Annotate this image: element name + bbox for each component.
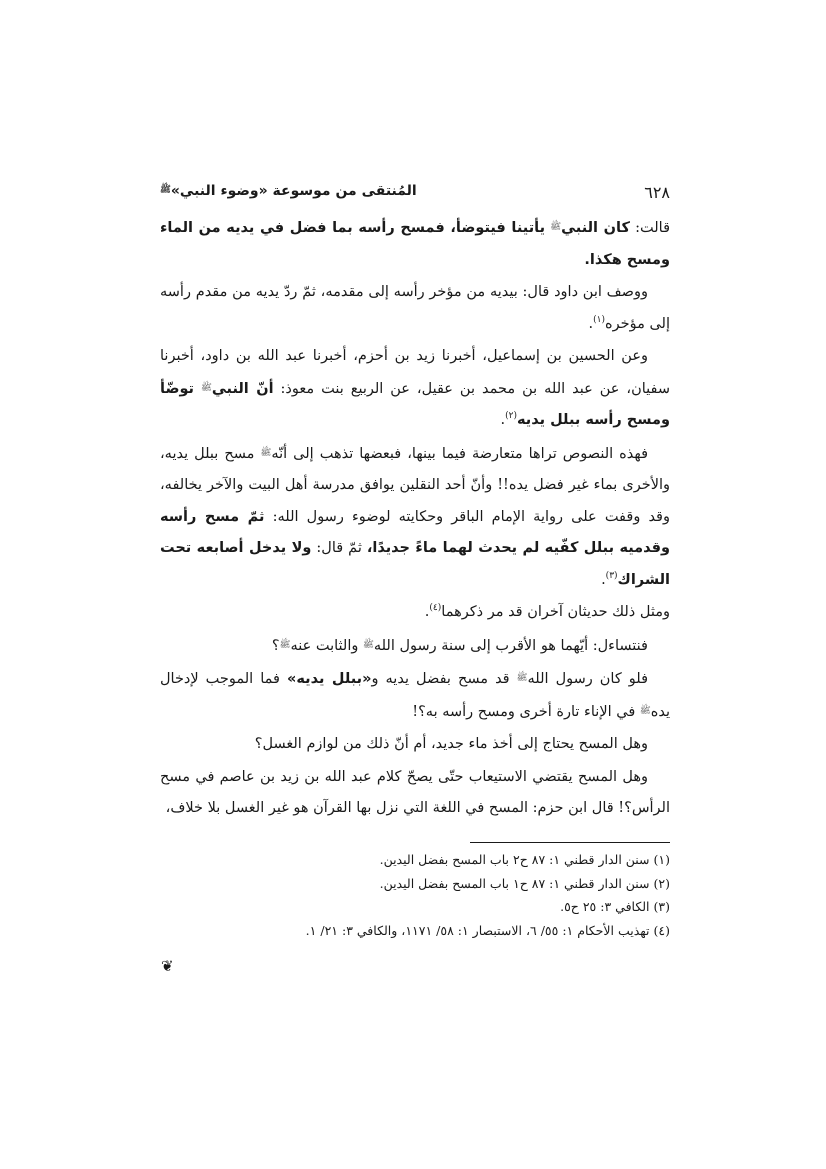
paragraph bbox=[160, 341, 670, 437]
text-run: فنتساءل: أيّهما هو الأقرب إلى سنة رسول الله bbox=[373, 637, 648, 654]
running-title-text: المُنتقى من موسوعة «وضوء النبي» bbox=[170, 183, 417, 199]
text-run: وعن الحسين بن إسماعيل، أخبرنا زيد بن أحزم، أخبرنا عبد الله بن داود، أخبرنا سفيان، عن عبد الله بن محمد بن عقيل، عن الربيع بنت معوذ: bbox=[160, 348, 671, 397]
footnote-ref[interactable]: (١) bbox=[593, 314, 606, 325]
text-run: . bbox=[601, 571, 606, 588]
paragraph bbox=[160, 762, 670, 825]
bold-text: توضّأ ومسح رأسه ببلل يديه bbox=[160, 380, 670, 428]
text-run: في الإناء تارة أخرى ومسح رأسه به؟! bbox=[412, 703, 636, 720]
bold-text: «ببلل يديه» bbox=[287, 671, 372, 687]
bold-text: يأتينا فيتوضأ، فمسح رأسه بما فضل في يديه من الماء ومسح هكذا. bbox=[160, 220, 670, 268]
text-run: . bbox=[500, 412, 506, 428]
footnotes bbox=[160, 848, 670, 942]
text-run: فلو كان رسول الله bbox=[527, 671, 648, 687]
honorific-glyph: ﷺ bbox=[200, 382, 212, 393]
text-run: ووصف ابن داود قال: بيديه من مؤخر رأسه إلى مقدمه، ثمّ ردّ يديه من مقدم رأسه إلى مؤخره bbox=[160, 284, 670, 332]
paragraph bbox=[160, 277, 670, 340]
honorific-glyph: ﷺ bbox=[639, 705, 651, 716]
bold-text: ثمّ مسح رأسه وقدميه ببلل كفّيه لم يحدث لهما ماءً جديدًا، bbox=[160, 508, 671, 556]
main-text bbox=[160, 212, 670, 826]
text-run: ثمّ قال: bbox=[316, 540, 362, 556]
footnote-ref[interactable]: (٢) bbox=[505, 411, 517, 422]
footnote: (٤) تهذيب الأحكام ١: ٥٥/ ٦، الاستبصار ١: ٥٨/ ١١٧١، والكافي ٣: ٢١/ ١. bbox=[305, 922, 670, 938]
text-run: فهذه النصوص تراها متعارضة فيما بينها، فبعضها تذهب إلى أنّه bbox=[271, 445, 648, 462]
page-number: ٦٢٨ bbox=[644, 183, 670, 202]
paragraph bbox=[160, 663, 670, 728]
paragraph bbox=[160, 729, 670, 761]
footnote: (٢) سنن الدار قطني ١: ٨٧ ح١ باب المسح بفضل اليدين. bbox=[379, 875, 670, 891]
footnote-separator bbox=[470, 842, 670, 843]
text-run: وهل المسح يقتضي الاستيعاب حتّى يصحّ كلام عبد الله بن زيد بن عاصم في مسح الرأس؟! قال ابن حزم: المسح في اللغة التي نزل بها القرآن هو غير الغسل بلا خلاف، bbox=[160, 768, 670, 816]
page-end-ornament-icon: ❦ bbox=[161, 957, 174, 975]
honorific-glyph: ﷺ bbox=[362, 639, 374, 650]
footnote-ref[interactable]: (٣) bbox=[605, 570, 618, 581]
page-header bbox=[160, 183, 670, 207]
text-run: والثابت عنه bbox=[290, 637, 359, 654]
text-run: ؟ bbox=[271, 637, 280, 654]
paragraph bbox=[160, 597, 670, 629]
text-run: فما الموجب لإدخال يده bbox=[160, 671, 670, 720]
honorific-glyph: ﷺ bbox=[160, 185, 171, 195]
text-run: . bbox=[424, 604, 430, 620]
paragraph bbox=[160, 630, 670, 663]
text-run: . bbox=[588, 315, 594, 332]
footnote-ref[interactable]: (٤) bbox=[429, 603, 442, 614]
text-run: ومثل ذلك حديثان آخران قد مر ذكرهما bbox=[441, 604, 670, 620]
paragraph bbox=[160, 212, 670, 276]
footnote: (١) سنن الدار قطني ١: ٨٧ ح٢ باب المسح بفضل اليدين. bbox=[379, 852, 670, 867]
bold-text: كان النبي bbox=[561, 220, 630, 236]
text-run: قالت: bbox=[635, 220, 671, 236]
honorific-glyph: ﷺ bbox=[516, 673, 528, 683]
text-run: مسح ببلل يديه، والأخرى بماء غير فضل يده!! وأنّ أحد النقلين يوافق مدرسة أهل البيت والآخر يخالفه، وقد وقفت على رواية الإمام الباقر وحكايته لوضوء رسول الله: bbox=[160, 445, 670, 525]
bold-text: ولا يدخل أصابعه تحت الشراك bbox=[160, 540, 670, 588]
honorific-glyph: ﷺ bbox=[279, 639, 291, 650]
text-run: قد مسح بفضل يديه و bbox=[371, 671, 510, 687]
footnote: (٣) الكافي ٣: ٢٥ ح٥. bbox=[560, 899, 670, 914]
honorific-glyph: ﷺ bbox=[550, 222, 562, 232]
paragraph bbox=[160, 438, 670, 597]
bold-text: أنّ النبي bbox=[211, 380, 274, 397]
honorific-glyph: ﷺ bbox=[260, 447, 272, 458]
running-title bbox=[160, 183, 417, 199]
text-run: وهل المسح يحتاج إلى أخذ ماء جديد، أم أنّ ذلك من لوازم الغسل؟ bbox=[254, 736, 648, 752]
